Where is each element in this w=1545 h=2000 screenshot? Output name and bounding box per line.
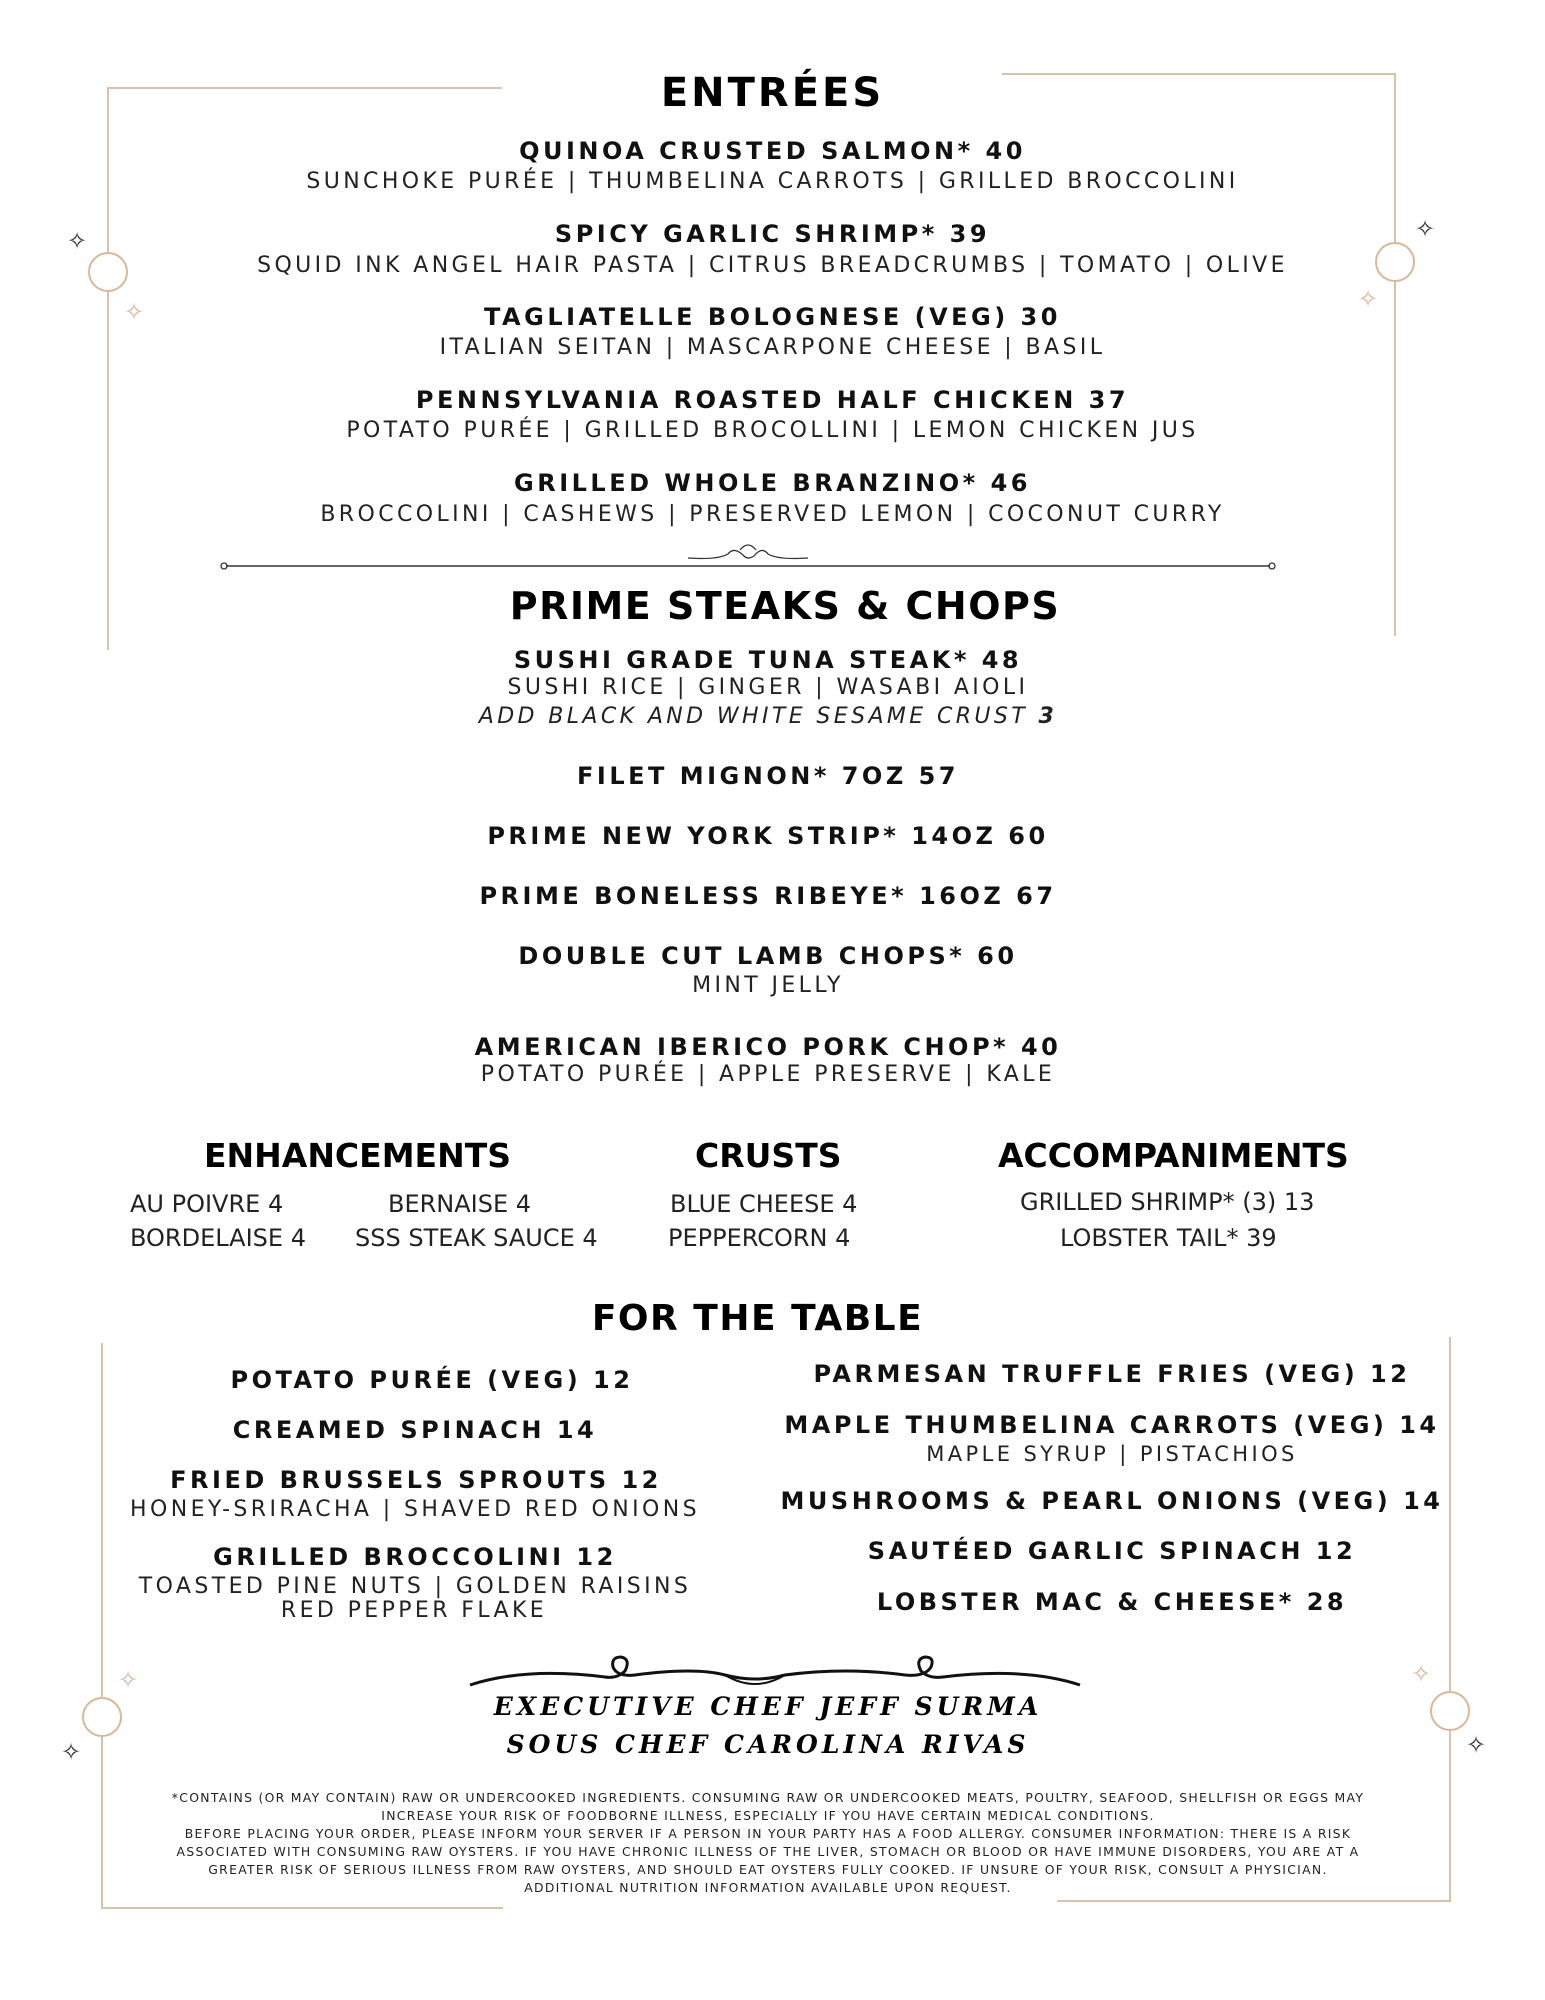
entrees-title: ENTRÉES — [660, 70, 885, 116]
accompaniments-title: ACCOMPANIMENTS — [998, 1136, 1349, 1175]
sparkle-icon: ✧ — [61, 1738, 82, 1766]
enhancements-title: ENHANCEMENTS — [204, 1136, 511, 1175]
for-the-table-title: FOR THE TABLE — [591, 1298, 924, 1339]
sparkle-icon: ✧ — [67, 227, 88, 255]
menu-item-name: TAGLIATELLE BOLOGNESE (VEG) 30 — [484, 303, 1061, 331]
side-item-name: SAUTÉED GARLIC SPINACH 12 — [867, 1537, 1357, 1565]
side-item-name: LOBSTER MAC & CHEESE* 28 — [876, 1588, 1348, 1616]
menu-item-name: PENNSYLVANIA ROASTED HALF CHICKEN 37 — [415, 386, 1130, 414]
menu-item-name: GRILLED WHOLE BRANZINO* 46 — [514, 469, 1031, 497]
menu-item-name: SPICY GARLIC SHRIMP* 39 — [554, 220, 991, 248]
disclaimer-line: BEFORE PLACING YOUR ORDER, PLEASE INFORM YOUR SERVER IF A PERSON IN YOUR PARTY HAS A FOOD ALLERGY. CONSUMER INFORMATION: THERE IS A RISK — [184, 1826, 1352, 1841]
menu-item-name: PRIME NEW YORK STRIP* 14OZ 60 — [487, 822, 1049, 850]
enhancement-item: BERNAISE 4 — [388, 1190, 532, 1218]
frame-bottom-left-rule — [101, 1907, 503, 1909]
ornamental-divider — [218, 538, 1278, 572]
executive-chef: EXECUTIVE CHEF JEFF SURMA — [493, 1692, 1043, 1721]
side-item-description: MAPLE SYRUP | PISTACHIOS — [926, 1442, 1298, 1466]
disclaimer-line: ASSOCIATED WITH CONSUMING RAW OYSTERS. IF YOU HAVE CHRONIC ILLNESS OF THE LIVER, STOMACH OR BLOOD OR HAVE IMMUNE DISORDERS, YOU ARE AT A — [176, 1844, 1360, 1859]
menu-item-description: SUSHI RICE | GINGER | WASABI AIOLI — [507, 675, 1029, 700]
crust-item: BLUE CHEESE 4 — [670, 1190, 858, 1218]
side-item-name: POTATO PURÉE (VEG) 12 — [230, 1366, 634, 1394]
sparkle-icon: ✧ — [1466, 1731, 1487, 1759]
side-item-description: TOASTED PINE NUTS | GOLDEN RAISINS — [138, 1574, 692, 1599]
menu-item-addon — [0, 704, 1536, 729]
accompaniment-item: LOBSTER TAIL* 39 — [1060, 1224, 1277, 1252]
side-item-description: HONEY-SRIRACHA | SHAVED RED ONIONS — [130, 1497, 700, 1522]
enhancement-item: AU POIVRE 4 — [130, 1190, 284, 1218]
menu-item-description: SUNCHOKE PURÉE | THUMBELINA CARROTS | GRILLED BROCCOLINI — [306, 169, 1239, 194]
menu-item-name: DOUBLE CUT LAMB CHOPS* 60 — [518, 942, 1018, 970]
disclaimer-line: *CONTAINS (OR MAY CONTAIN) RAW OR UNDERCOOKED INGREDIENTS. CONSUMING RAW OR UNDERCOOKED MEATS, POULTRY, SEAFOOD, SHELLFISH OR EGGS MAY — [171, 1790, 1365, 1805]
accompaniment-item: GRILLED SHRIMP* (3) 13 — [1020, 1188, 1315, 1216]
enhancement-item: BORDELAISE 4 — [130, 1224, 306, 1252]
side-item-name: PARMESAN TRUFFLE FRIES (VEG) 12 — [813, 1360, 1411, 1388]
sparkle-icon: ✧ — [124, 298, 145, 326]
crusts-title: CRUSTS — [695, 1136, 842, 1175]
menu-item-description: POTATO PURÉE | GRILLED BROCOLLINI | LEMON CHICKEN JUS — [346, 418, 1199, 443]
menu-item-name: QUINOA CRUSTED SALMON* 40 — [519, 137, 1026, 165]
frame-bottom-right-rule — [1057, 1900, 1451, 1902]
side-item-name: GRILLED BROCCOLINI 12 — [213, 1543, 617, 1571]
sparkle-icon: ✧ — [118, 1666, 139, 1694]
enhancement-item: SSS STEAK SAUCE 4 — [355, 1224, 598, 1252]
side-item-name: FRIED BRUSSELS SPROUTS 12 — [170, 1466, 662, 1494]
steaks-title: PRIME STEAKS & CHOPS — [509, 584, 1061, 628]
menu-item-name: FILET MIGNON* 7OZ 57 — [577, 762, 959, 790]
side-item-name: MUSHROOMS & PEARL ONIONS (VEG) 14 — [780, 1487, 1444, 1515]
menu-item-name: PRIME BONELESS RIBEYE* 16OZ 67 — [479, 882, 1057, 910]
addon-text: ADD BLACK AND WHITE SESAME CRUST — [478, 704, 1029, 729]
sous-chef: SOUS CHEF CAROLINA RIVAS — [506, 1730, 1030, 1759]
menu-item-description: MINT JELLY — [692, 973, 844, 998]
sparkle-icon: ✧ — [1415, 215, 1436, 243]
disclaimer-line: ADDITIONAL NUTRITION INFORMATION AVAILABLE UPON REQUEST. — [524, 1880, 1012, 1895]
menu-item-description: ITALIAN SEITAN | MASCARPONE CHEESE | BASIL — [439, 335, 1106, 360]
menu-item-name: SUSHI GRADE TUNA STEAK* 48 — [513, 646, 1023, 674]
menu-item-description: SQUID INK ANGEL HAIR PASTA | CITRUS BREADCRUMBS | TOMATO | OLIVE — [257, 253, 1288, 278]
crust-item: PEPPERCORN 4 — [668, 1224, 851, 1252]
disclaimer — [0, 1789, 1536, 1897]
sparkle-icon: ✧ — [1411, 1660, 1432, 1688]
menu-item-description: BROCCOLINI | CASHEWS | PRESERVED LEMON | COCONUT CURRY — [320, 502, 1225, 527]
side-item-name: MAPLE THUMBELINA CARROTS (VEG) 14 — [784, 1411, 1440, 1439]
menu-item-name: AMERICAN IBERICO PORK CHOP* 40 — [474, 1033, 1062, 1061]
side-item-description: RED PEPPER FLAKE — [280, 1598, 548, 1623]
side-item-name: CREAMED SPINACH 14 — [232, 1416, 598, 1444]
menu-item-description: POTATO PURÉE | APPLE PRESERVE | KALE — [480, 1062, 1056, 1087]
sparkle-icon: ✧ — [1358, 285, 1379, 313]
disclaimer-line: GREATER RISK OF SERIOUS ILLNESS FROM RAW OYSTERS, AND SHOULD EAT OYSTERS FULLY COOKED. IF UNSURE OF YOUR RISK, CONSULT A PHYSICIAN. — [208, 1862, 1328, 1877]
disclaimer-line: INCREASE YOUR RISK OF FOODBORNE ILLNESS, ESPECIALLY IF YOU HAVE CERTAIN MEDICAL CONDITIONS. — [381, 1808, 1155, 1823]
addon-price: 3 — [1038, 704, 1058, 729]
